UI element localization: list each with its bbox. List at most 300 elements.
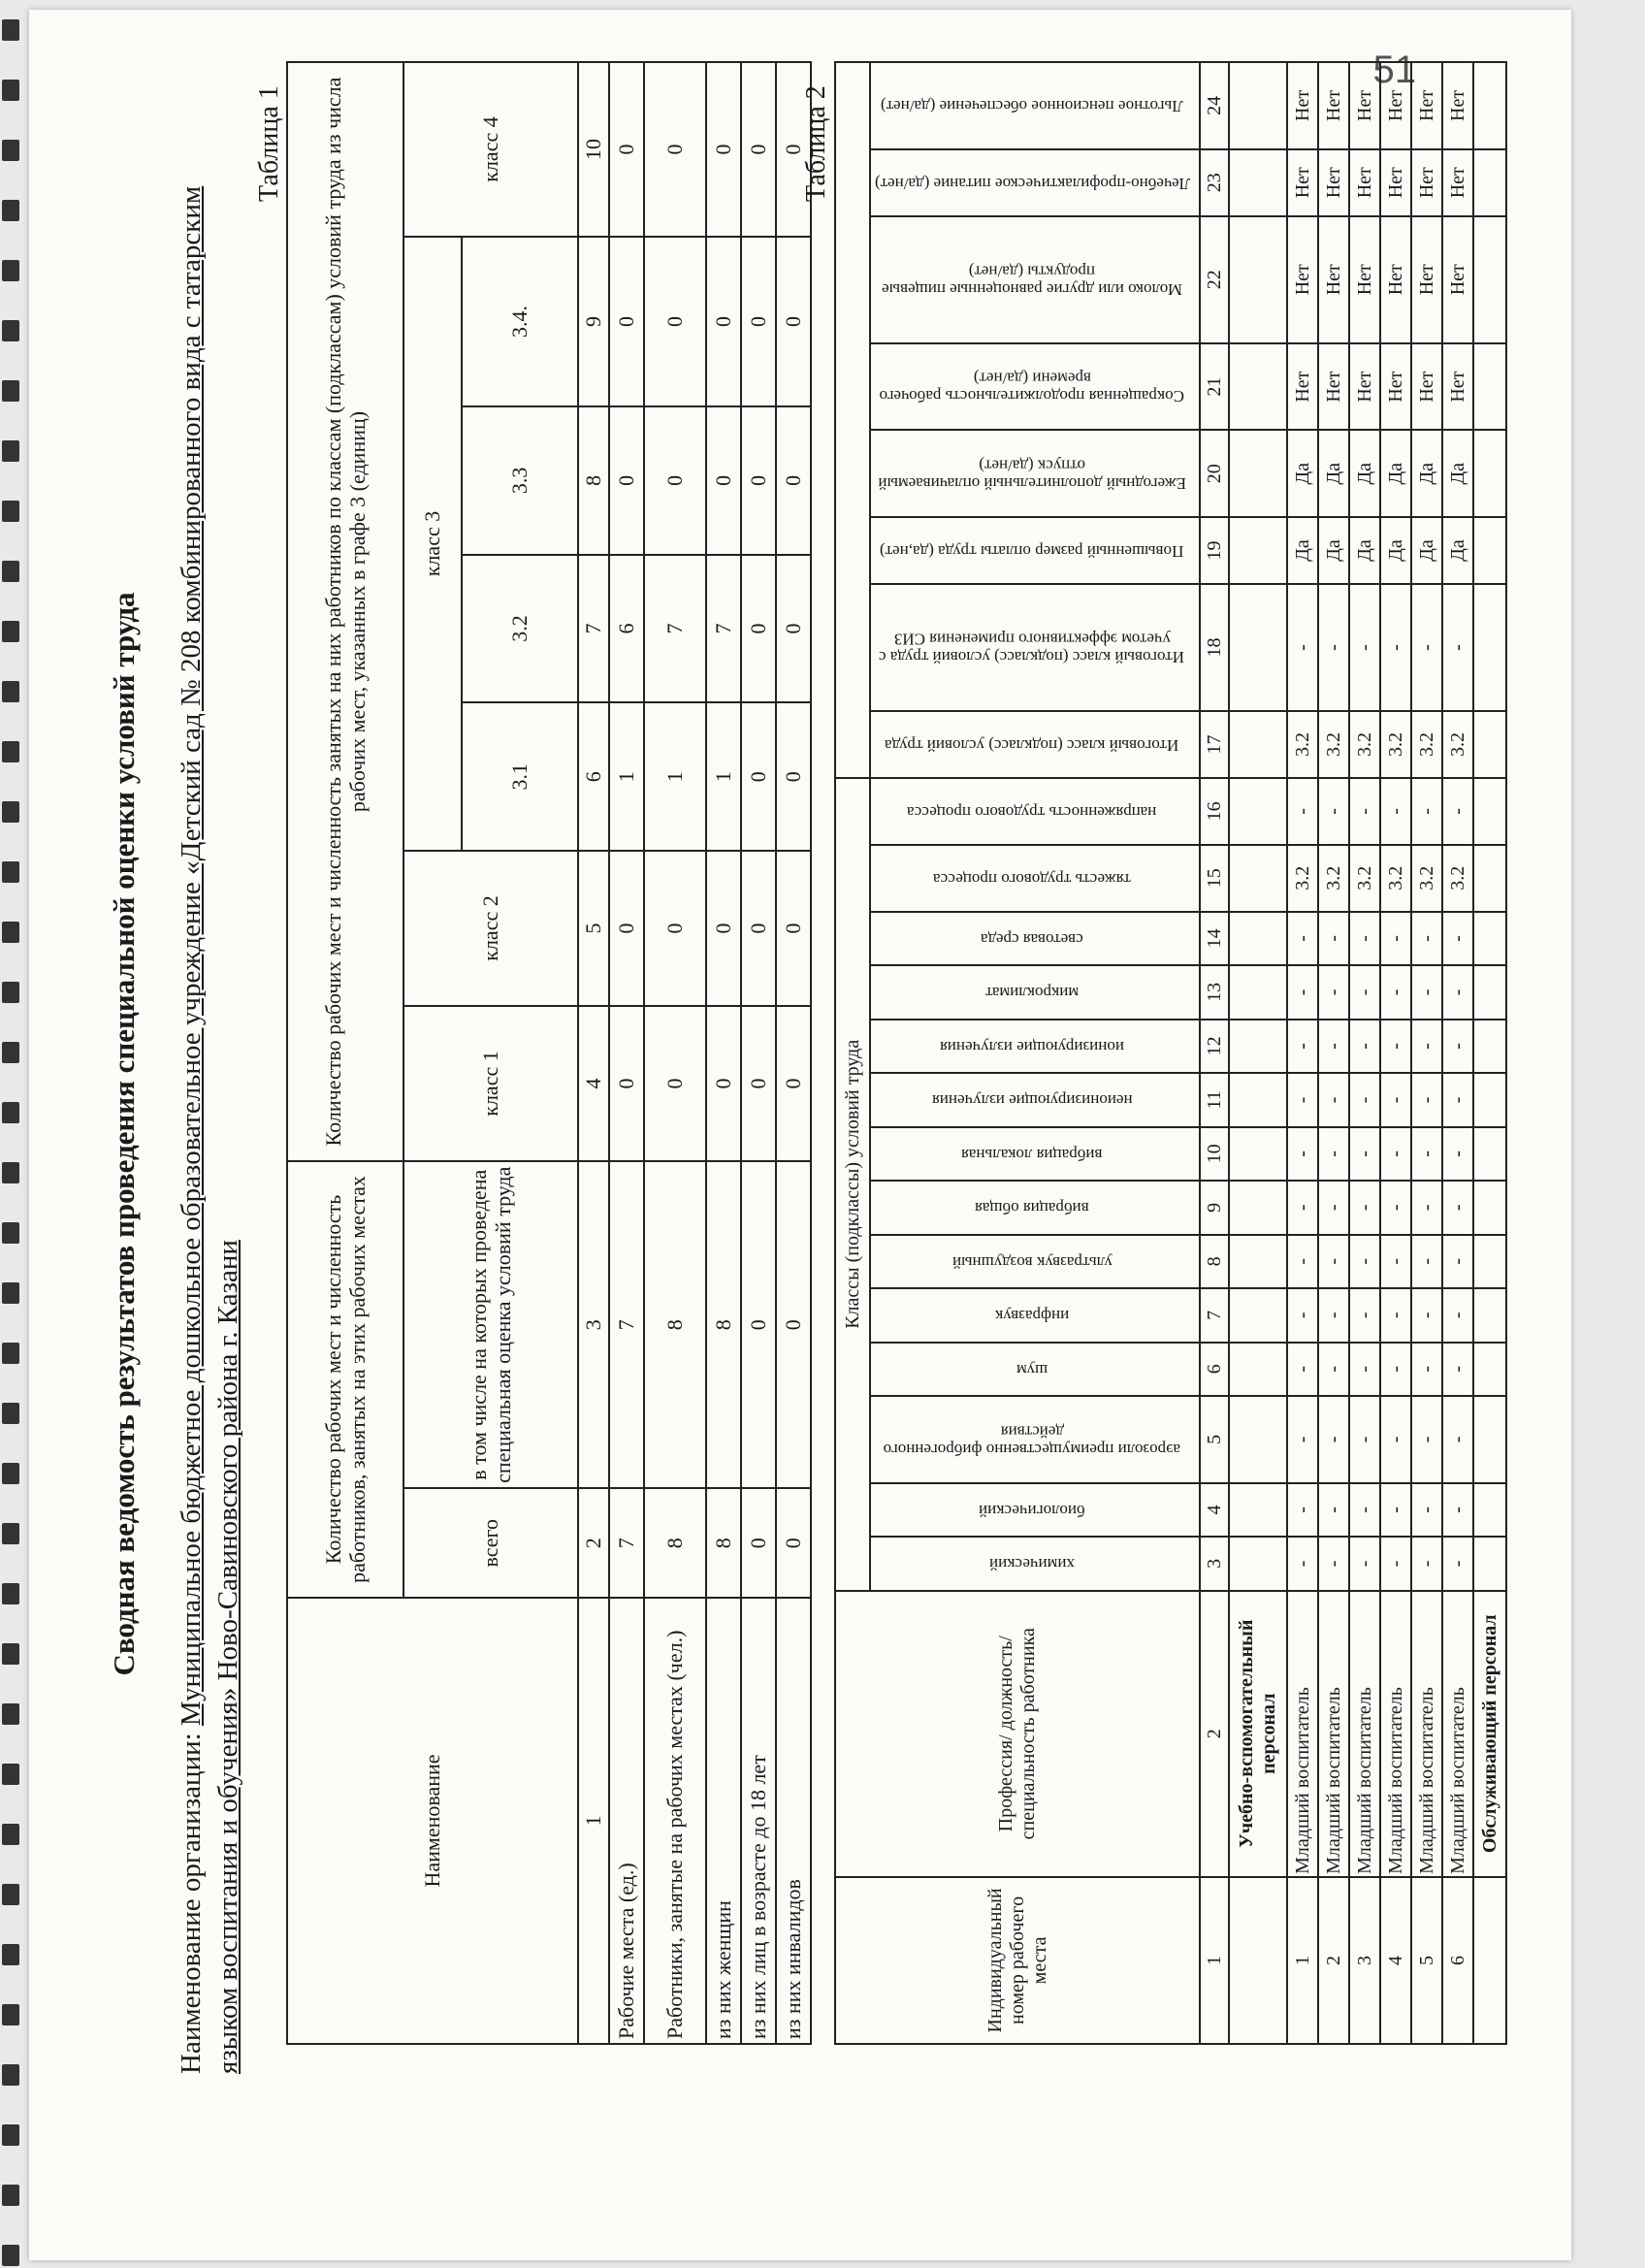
t2-empty-cell (1473, 430, 1506, 517)
t2-cell: Да (1318, 517, 1349, 584)
t2-factor-label: световая среда (981, 929, 1083, 949)
t2-cell: Нет (1287, 216, 1318, 343)
t2-col-number: 9 (1200, 1181, 1229, 1234)
t2-cell: - (1287, 584, 1318, 711)
t2-cell: - (1349, 1396, 1380, 1483)
t1-head-class4: класс 4 (403, 62, 578, 237)
t1-row (776, 62, 811, 2044)
t2-col-number: 5 (1200, 1396, 1229, 1483)
t2-cell: - (1380, 965, 1411, 1019)
t2-cell: Нет (1318, 216, 1349, 343)
t2-cell: - (1349, 1181, 1380, 1234)
t2-cell: - (1349, 1343, 1380, 1396)
t2-empty-cell (1473, 1073, 1506, 1126)
t2-cell: - (1442, 912, 1473, 965)
t2-empty-cell (1473, 1343, 1506, 1396)
table2-caption: Таблица 2 (801, 85, 831, 202)
t1-cell: 0 (609, 237, 644, 406)
t2-row-number: 6 (1442, 1877, 1473, 2044)
t2-empty-cell (1229, 1073, 1287, 1126)
document-title: Сводная ведомость результатов проведения специальной оценки условий труда (107, 592, 141, 1676)
t2-cell: Нет (1411, 343, 1442, 431)
t2-extra-label: Ежегодный дополнительный оплачиваемый отпуск (да/нет) (878, 456, 1186, 493)
t2-extra-label: Лечебно-профилактическое питание (да/нет) (874, 174, 1190, 193)
t2-cell: - (1380, 1288, 1411, 1342)
t2-cell: - (1287, 1181, 1318, 1234)
t2-cell: - (1318, 1288, 1349, 1342)
t2-cell: Нет (1318, 343, 1349, 431)
t2-cell: - (1411, 1483, 1442, 1537)
t2-cell: - (1411, 1235, 1442, 1288)
t2-cell: Нет (1380, 149, 1411, 216)
t1-cell: 0 (776, 62, 811, 237)
t2-row-profession: Младший воспитатель (1411, 1591, 1442, 1877)
t1-cell: 6 (609, 555, 644, 703)
t2-row-number: 2 (1318, 1877, 1349, 2044)
t1-cell: 0 (741, 851, 776, 1006)
t2-cell: - (1380, 1537, 1411, 1590)
t2-head-extra-top (835, 62, 870, 778)
t2-extra-label: Сокращенная продолжительность рабочего времени (да/нет) (879, 369, 1185, 406)
t2-cell: - (1287, 1020, 1318, 1073)
t1-head-assessed: в том числе на которых проведена специальная оценка условий труда (403, 1161, 578, 1489)
t2-col-number: 10 (1200, 1127, 1229, 1181)
t2-col-number: 16 (1200, 778, 1229, 845)
t2-cell: 3.2 (1349, 845, 1380, 912)
table1-caption: Таблица 1 (254, 85, 284, 202)
t1-cell: 0 (776, 555, 811, 703)
t2-factor-label: тяжесть трудового процесса (933, 869, 1131, 889)
t2-cell: - (1318, 584, 1349, 711)
t2-empty-cell (1229, 517, 1287, 584)
t1-cell: 0 (776, 237, 811, 406)
t2-col-number: 2 (1200, 1591, 1229, 1877)
t1-row-label: Работники, занятые на рабочих местах (чел.) (644, 1598, 706, 2044)
t2-cell: Нет (1442, 62, 1473, 149)
t2-cell: - (1411, 1073, 1442, 1126)
t1-cell: 0 (609, 406, 644, 555)
t2-cell: - (1380, 1073, 1411, 1126)
t2-extra-header (870, 517, 1200, 584)
t2-extra-header (870, 430, 1200, 517)
t2-empty-cell (1473, 216, 1506, 343)
t2-cell: Нет (1349, 216, 1380, 343)
t1-head-group2: Количество рабочих мест и численность занятых на них работников по классам (подклассам) условий труда из числа рабочих мест, указанных в графе 3 (единиц) (287, 62, 403, 1161)
t1-col-number: 9 (578, 237, 609, 406)
t2-cell: - (1411, 1288, 1442, 1342)
t2-cell: - (1380, 1343, 1411, 1396)
t2-cell: - (1349, 584, 1380, 711)
t2-extra-header (870, 216, 1200, 343)
t2-factor-header (870, 965, 1200, 1019)
t2-factor-label: ионизирующие излучения (940, 1037, 1124, 1056)
t2-factor-header (870, 1396, 1200, 1483)
t2-col-number: 20 (1200, 430, 1229, 517)
t2-cell: - (1349, 965, 1380, 1019)
t2-row (1318, 62, 1349, 2044)
t2-empty-cell (1473, 62, 1506, 149)
t2-empty-cell (1473, 845, 1506, 912)
t2-cell: Нет (1411, 216, 1442, 343)
t2-cell: - (1318, 1235, 1349, 1288)
t2-cell: - (1318, 912, 1349, 965)
t2-cell: - (1349, 912, 1380, 965)
t2-cell: Да (1411, 517, 1442, 584)
t2-col-number: 8 (1200, 1235, 1229, 1288)
t1-head-class3: класс 3 (403, 237, 462, 851)
t2-cell: - (1287, 1537, 1318, 1590)
t2-empty-cell (1473, 517, 1506, 584)
t2-cell: - (1318, 778, 1349, 845)
t2-cell: - (1287, 1127, 1318, 1181)
t2-cell: Да (1442, 517, 1473, 584)
t2-col-number: 23 (1200, 149, 1229, 216)
t2-cell: 3.2 (1287, 711, 1318, 778)
t1-head-c33: 3.3 (462, 406, 578, 555)
t2-factor-label: вибрация локальная (961, 1145, 1103, 1164)
t1-cell: 0 (609, 62, 644, 237)
t1-row (741, 62, 776, 2044)
t2-factor-header (870, 845, 1200, 912)
t1-cell: 0 (776, 1006, 811, 1161)
t2-cell: - (1442, 1343, 1473, 1396)
t2-cell: - (1411, 1181, 1442, 1234)
t2-empty-cell (1473, 1483, 1506, 1537)
t1-cell: 1 (609, 702, 644, 851)
t2-empty-cell (1473, 584, 1506, 711)
t1-cell: 0 (706, 62, 741, 237)
t2-cell: - (1287, 1343, 1318, 1396)
t2-cell: - (1318, 1020, 1349, 1073)
t2-row (1411, 62, 1442, 2044)
t2-empty-cell (1473, 343, 1506, 431)
t2-factor-label: шум (1016, 1360, 1048, 1379)
t2-cell: Да (1380, 430, 1411, 517)
t1-head-c31: 3.1 (462, 702, 578, 851)
t2-cell: - (1287, 1483, 1318, 1537)
t2-col-number: 1 (1200, 1877, 1229, 2044)
t2-cell: - (1442, 1235, 1473, 1288)
t2-empty-cell (1473, 912, 1506, 965)
t2-factor-label: биологический (979, 1501, 1085, 1520)
t1-col-number: 4 (578, 1006, 609, 1161)
t2-factor-header (870, 1181, 1200, 1234)
t1-cell: 0 (741, 406, 776, 555)
t2-factor-label: аэрозоли преимущественно фиброгенного действия (883, 1421, 1181, 1459)
t2-cell: - (1318, 1073, 1349, 1126)
t2-cell: - (1287, 965, 1318, 1019)
t1-col-number: 2 (578, 1489, 609, 1599)
t2-cell: Нет (1380, 216, 1411, 343)
t2-empty-cell (1229, 1483, 1287, 1537)
t2-cell: - (1411, 584, 1442, 711)
t2-factor-label: микроклимат (984, 984, 1080, 1003)
t2-cell: - (1380, 1020, 1411, 1073)
t2-cell: Нет (1287, 149, 1318, 216)
t2-cell: 3.2 (1318, 711, 1349, 778)
t2-row (1287, 62, 1318, 2044)
t2-cell: - (1411, 778, 1442, 845)
t2-cell: Нет (1411, 149, 1442, 216)
t2-cell: - (1318, 1127, 1349, 1181)
t2-cell: Нет (1287, 343, 1318, 431)
t2-cell: - (1287, 1235, 1318, 1288)
t2-cell: - (1411, 965, 1442, 1019)
t2-col-number: 15 (1200, 845, 1229, 912)
t2-factor-header (870, 1073, 1200, 1126)
t2-cell: - (1411, 1537, 1442, 1590)
t1-row-label: из них инвалидов (776, 1598, 811, 2044)
t2-cell: - (1411, 1127, 1442, 1181)
t2-extra-label: Итоговый класс (подкласс) условий труда (885, 735, 1179, 755)
t2-empty-cell (1229, 584, 1287, 711)
t2-cell: Да (1318, 430, 1349, 517)
t2-col-number: 6 (1200, 1343, 1229, 1396)
t2-cell: - (1442, 1396, 1473, 1483)
t2-cell: Нет (1380, 343, 1411, 431)
t1-cell: 0 (741, 1489, 776, 1599)
t2-empty-cell (1229, 1235, 1287, 1288)
t1-cell: 0 (644, 1006, 706, 1161)
t2-cell: - (1287, 912, 1318, 965)
t2-cell: - (1442, 1288, 1473, 1342)
t1-cell: 0 (609, 1006, 644, 1161)
t1-cell: 0 (706, 237, 741, 406)
t1-cell: 0 (741, 62, 776, 237)
t2-cell: - (1411, 1020, 1442, 1073)
t2-empty-cell (1229, 343, 1287, 431)
t2-head-prof: Профессия/ должность/ специальность работника (835, 1591, 1200, 1877)
t2-cell: - (1287, 1073, 1318, 1126)
t2-cell: - (1349, 1483, 1380, 1537)
t2-empty-cell (1229, 1288, 1287, 1342)
t2-cell: 3.2 (1349, 711, 1380, 778)
t2-factor-header (870, 912, 1200, 965)
t2-cell: - (1380, 1483, 1411, 1537)
t1-cell: 0 (706, 851, 741, 1006)
t2-row-profession: Младший воспитатель (1349, 1591, 1380, 1877)
t2-col-number: 14 (1200, 912, 1229, 965)
t2-cell: - (1318, 1483, 1349, 1537)
t2-cell: - (1318, 1343, 1349, 1396)
t2-cell: - (1442, 1073, 1473, 1126)
t2-cell: - (1349, 1073, 1380, 1126)
t1-cell: 0 (609, 851, 644, 1006)
t2-cell: Нет (1349, 62, 1380, 149)
t2-factor-header (870, 1235, 1200, 1288)
t2-empty-cell (1229, 1396, 1287, 1483)
t2-cell: Да (1349, 430, 1380, 517)
t2-cell: Нет (1380, 62, 1411, 149)
t1-head-group1: Количество рабочих мест и численность работников, занятых на этих рабочих местах (287, 1161, 403, 1598)
t2-cell: - (1318, 1537, 1349, 1590)
t2-empty-cell (1229, 62, 1287, 149)
t2-cell: - (1380, 584, 1411, 711)
t2-cell: 3.2 (1411, 711, 1442, 778)
t2-cell: - (1411, 912, 1442, 965)
t2-row (1442, 62, 1473, 2044)
t2-cell: - (1318, 1181, 1349, 1234)
t2-cell: Нет (1411, 62, 1442, 149)
t2-section-title: Обслуживающий персонал (1473, 1591, 1506, 1877)
t1-cell: 7 (644, 555, 706, 703)
t2-col-number: 12 (1200, 1020, 1229, 1073)
t2-cell: Нет (1349, 343, 1380, 431)
t1-cell: 0 (776, 406, 811, 555)
t1-cell: 0 (776, 1161, 811, 1489)
t2-cell: - (1380, 1235, 1411, 1288)
t1-col-number: 3 (578, 1161, 609, 1489)
t2-cell: Да (1442, 430, 1473, 517)
t2-cell: - (1380, 1396, 1411, 1483)
t1-head-c32: 3.2 (462, 555, 578, 703)
t2-factor-label: напряженность трудового процесса (907, 802, 1157, 822)
t1-cell: 0 (644, 62, 706, 237)
t2-head-num: Индивидуальный номер рабочего места (835, 1877, 1200, 2044)
t2-cell: - (1442, 1181, 1473, 1234)
t2-row (1380, 62, 1411, 2044)
t1-col-number: 6 (578, 702, 609, 851)
t1-cell: 0 (741, 555, 776, 703)
t2-cell: - (1349, 1235, 1380, 1288)
t1-row (609, 62, 644, 2044)
t2-head-classes: Классы (подклассы) условий труда (835, 778, 870, 1591)
t2-factor-header (870, 1288, 1200, 1342)
t2-cell: - (1442, 1483, 1473, 1537)
t2-cell: Нет (1442, 343, 1473, 431)
t2-cell: - (1411, 1343, 1442, 1396)
t2-empty-cell (1473, 778, 1506, 845)
t1-cell: 0 (644, 406, 706, 555)
t2-col-number: 4 (1200, 1483, 1229, 1537)
t2-cell: - (1380, 778, 1411, 845)
t2-col-number: 21 (1200, 343, 1229, 431)
t1-cell: 7 (609, 1161, 644, 1489)
t2-cell: - (1349, 1288, 1380, 1342)
t2-cell: - (1349, 1020, 1380, 1073)
t2-empty-cell (1229, 711, 1287, 778)
t2-cell: Нет (1442, 149, 1473, 216)
t1-cell: 0 (741, 1006, 776, 1161)
organization-name: Муниципальное бюджетное дошкольное образовательное учреждение «Детский сад № 208 комбинированного вида с татарским языком воспитания и обучения» Ново-Савиновского района г. Казани (176, 185, 243, 2074)
t2-cell: Да (1411, 430, 1442, 517)
t2-empty-cell (1229, 149, 1287, 216)
t2-col-number: 22 (1200, 216, 1229, 343)
t1-col-number: 10 (578, 62, 609, 237)
t2-extra-header (870, 62, 1200, 149)
t2-row-number: 5 (1411, 1877, 1442, 2044)
t2-cell: - (1411, 1396, 1442, 1483)
table2 (834, 61, 1507, 2045)
t2-empty-cell (1473, 1020, 1506, 1073)
t1-cell: 0 (776, 1489, 811, 1599)
t1-cell: 8 (706, 1489, 741, 1599)
t2-cell: - (1287, 1396, 1318, 1483)
t2-col-number: 18 (1200, 584, 1229, 711)
t2-empty-cell (1473, 1537, 1506, 1590)
t2-cell: 3.2 (1380, 845, 1411, 912)
t1-cell: 0 (644, 851, 706, 1006)
t2-extra-header (870, 711, 1200, 778)
t2-cell: - (1318, 965, 1349, 1019)
t2-col-number: 7 (1200, 1288, 1229, 1342)
t2-row (1349, 62, 1380, 2044)
t1-cell: 1 (644, 702, 706, 851)
t1-cell: 0 (741, 1161, 776, 1489)
t2-cell: - (1349, 1537, 1380, 1590)
table1 (286, 61, 812, 2045)
t2-cell: - (1380, 912, 1411, 965)
t2-empty-cell (1229, 1877, 1287, 2044)
t2-col-number: 3 (1200, 1537, 1229, 1590)
t2-extra-header (870, 584, 1200, 711)
t2-empty-cell (1229, 1127, 1287, 1181)
t2-cell: Нет (1287, 62, 1318, 149)
t2-row-profession: Младший воспитатель (1287, 1591, 1318, 1877)
t2-cell: - (1349, 778, 1380, 845)
t1-cell: 1 (706, 702, 741, 851)
t2-factor-label: химический (989, 1555, 1075, 1574)
t2-cell: Нет (1318, 149, 1349, 216)
t2-col-number: 19 (1200, 517, 1229, 584)
t2-empty-cell (1229, 845, 1287, 912)
t2-cell: - (1287, 778, 1318, 845)
t2-extra-label: Повышенный размер оплаты труда (да,нет) (880, 541, 1184, 561)
t2-empty-cell (1473, 965, 1506, 1019)
t2-extra-header (870, 343, 1200, 431)
t2-row-number: 4 (1380, 1877, 1411, 2044)
t1-cell: 0 (776, 702, 811, 851)
t1-col-number: 5 (578, 851, 609, 1006)
t2-section-title: Учебно-вспомогательный персонал (1229, 1591, 1287, 1877)
t2-empty-cell (1229, 912, 1287, 965)
t1-head-name: Наименование (287, 1598, 578, 2044)
t2-cell: - (1442, 965, 1473, 1019)
t2-empty-cell (1473, 1396, 1506, 1483)
t2-extra-label: Молоко или другие равноценные пищевые продукты (да/нет) (882, 262, 1182, 299)
t1-cell: 0 (741, 702, 776, 851)
t2-cell: - (1442, 1537, 1473, 1590)
t1-cell: 0 (706, 1006, 741, 1161)
t2-empty-cell (1229, 1181, 1287, 1234)
t2-factor-header (870, 1537, 1200, 1590)
t2-row-profession: Младший воспитатель (1380, 1591, 1411, 1877)
t1-cell: 8 (644, 1161, 706, 1489)
t2-cell: Нет (1442, 216, 1473, 343)
t2-cell: Нет (1349, 149, 1380, 216)
t1-head-total: всего (403, 1489, 578, 1599)
t1-cell: 0 (741, 237, 776, 406)
t2-col-number: 11 (1200, 1073, 1229, 1126)
t2-cell: - (1442, 778, 1473, 845)
t2-col-number: 24 (1200, 62, 1229, 149)
t1-row-label: из них женщин (706, 1598, 741, 2044)
t2-cell: 3.2 (1287, 845, 1318, 912)
t1-cell: 0 (706, 406, 741, 555)
t2-factor-header (870, 1127, 1200, 1181)
t2-empty-cell (1473, 1288, 1506, 1342)
t2-cell: - (1349, 1127, 1380, 1181)
t2-empty-cell (1229, 1020, 1287, 1073)
t2-cell: - (1442, 1020, 1473, 1073)
t1-row-label: Рабочие места (ед.) (609, 1598, 644, 2044)
t2-cell: 3.2 (1442, 711, 1473, 778)
page-number: 51 (1372, 49, 1416, 91)
t2-empty-cell (1229, 1537, 1287, 1590)
t2-extra-header (870, 149, 1200, 216)
t2-row-profession: Младший воспитатель (1318, 1591, 1349, 1877)
t2-empty-cell (1473, 149, 1506, 216)
